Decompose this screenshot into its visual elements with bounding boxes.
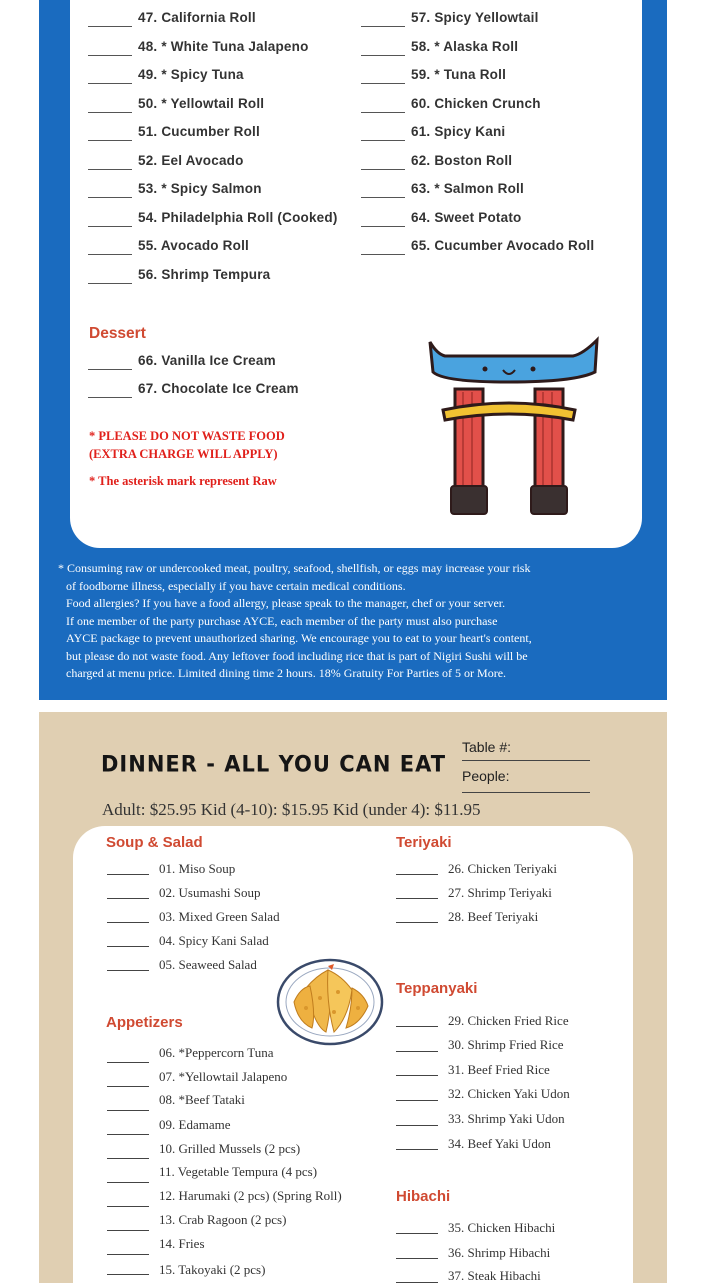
dinner-title: DINNER - ALL YOU CAN EAT bbox=[101, 751, 447, 777]
order-blank[interactable] bbox=[88, 369, 132, 370]
order-blank[interactable] bbox=[88, 283, 132, 284]
order-blank[interactable] bbox=[107, 1274, 149, 1275]
section-title-hibachi: Hibachi bbox=[396, 1188, 451, 1205]
section-title-appetizers: Appetizers bbox=[106, 1014, 183, 1031]
order-blank[interactable] bbox=[361, 254, 405, 255]
order-blank[interactable] bbox=[107, 1182, 149, 1183]
order-blank[interactable] bbox=[396, 922, 438, 923]
order-blank[interactable] bbox=[88, 55, 132, 56]
order-blank[interactable] bbox=[361, 83, 405, 84]
order-blank[interactable] bbox=[396, 1100, 438, 1101]
order-blank[interactable] bbox=[107, 922, 149, 923]
table-number-label: Table #: bbox=[462, 739, 512, 755]
order-blank[interactable] bbox=[88, 254, 132, 255]
section-title-teriyaki: Teriyaki bbox=[396, 834, 452, 851]
order-blank[interactable] bbox=[361, 226, 405, 227]
order-blank[interactable] bbox=[361, 169, 405, 170]
order-blank[interactable] bbox=[88, 169, 132, 170]
order-blank[interactable] bbox=[396, 1125, 438, 1126]
people-field[interactable] bbox=[462, 792, 590, 793]
order-blank[interactable] bbox=[396, 898, 438, 899]
order-blank[interactable] bbox=[88, 397, 132, 398]
order-blank[interactable] bbox=[107, 1086, 149, 1087]
torii-gate-icon bbox=[425, 334, 605, 519]
order-blank[interactable] bbox=[88, 26, 132, 27]
order-blank[interactable] bbox=[396, 1149, 438, 1150]
order-blank[interactable] bbox=[107, 874, 149, 875]
order-blank[interactable] bbox=[88, 83, 132, 84]
order-blank[interactable] bbox=[107, 898, 149, 899]
order-blank[interactable] bbox=[88, 226, 132, 227]
order-blank[interactable] bbox=[396, 1075, 438, 1076]
order-blank[interactable] bbox=[361, 55, 405, 56]
section-title-dessert: Dessert bbox=[89, 325, 146, 342]
order-blank[interactable] bbox=[88, 140, 132, 141]
section-title-teppanyaki: Teppanyaki bbox=[396, 980, 478, 997]
order-blank[interactable] bbox=[361, 140, 405, 141]
raw-asterisk-note: * The asterisk mark represent Raw bbox=[89, 474, 277, 488]
order-blank[interactable] bbox=[88, 197, 132, 198]
people-label: People: bbox=[462, 768, 510, 784]
no-waste-warning: * PLEASE DO NOT WASTE FOOD (EXTRA CHARGE WILL APPLY) bbox=[89, 429, 285, 461]
order-blank[interactable] bbox=[396, 1233, 438, 1234]
tempura-plate-icon bbox=[276, 958, 384, 1046]
order-blank[interactable] bbox=[107, 970, 149, 971]
order-blank[interactable] bbox=[107, 1230, 149, 1231]
order-blank[interactable] bbox=[88, 112, 132, 113]
order-blank[interactable] bbox=[107, 1206, 149, 1207]
order-blank[interactable] bbox=[107, 1134, 149, 1135]
order-blank[interactable] bbox=[396, 1026, 438, 1027]
price-list: Adult: $25.95 Kid (4-10): $15.95 Kid (under 4): $11.95 bbox=[102, 800, 481, 819]
table-number-field[interactable] bbox=[462, 760, 590, 761]
order-blank[interactable] bbox=[396, 1258, 438, 1259]
order-blank[interactable] bbox=[107, 946, 149, 947]
order-blank[interactable] bbox=[361, 26, 405, 27]
food-disclaimer: * Consuming raw or undercooked meat, poultry, seafood, shellfish, or eggs may increase your risk of foodborne illness, especially if you have certain medical conditions. Food allergies? If you have a food allergy, please speak to the manager, chef or your server. If one member of the party purchase AYCE, each member of the party must also purchase AYCE package to prevent unauthorized sharing. We encourage you to eat to your heart's content, but please do not waste food. Any leftover food including rice that is part of Nigiri Sushi will be charged at menu price. Limited dining time 2 hours. 18% Gratuity For Parties of 5 or More. bbox=[58, 561, 532, 680]
order-blank[interactable] bbox=[361, 197, 405, 198]
order-blank[interactable] bbox=[107, 1062, 149, 1063]
section-title-soup-salad: Soup & Salad bbox=[106, 834, 203, 851]
order-blank[interactable] bbox=[396, 874, 438, 875]
order-blank[interactable] bbox=[361, 112, 405, 113]
order-blank[interactable] bbox=[107, 1254, 149, 1255]
order-blank[interactable] bbox=[107, 1110, 149, 1111]
order-blank[interactable] bbox=[107, 1158, 149, 1159]
order-blank[interactable] bbox=[396, 1051, 438, 1052]
